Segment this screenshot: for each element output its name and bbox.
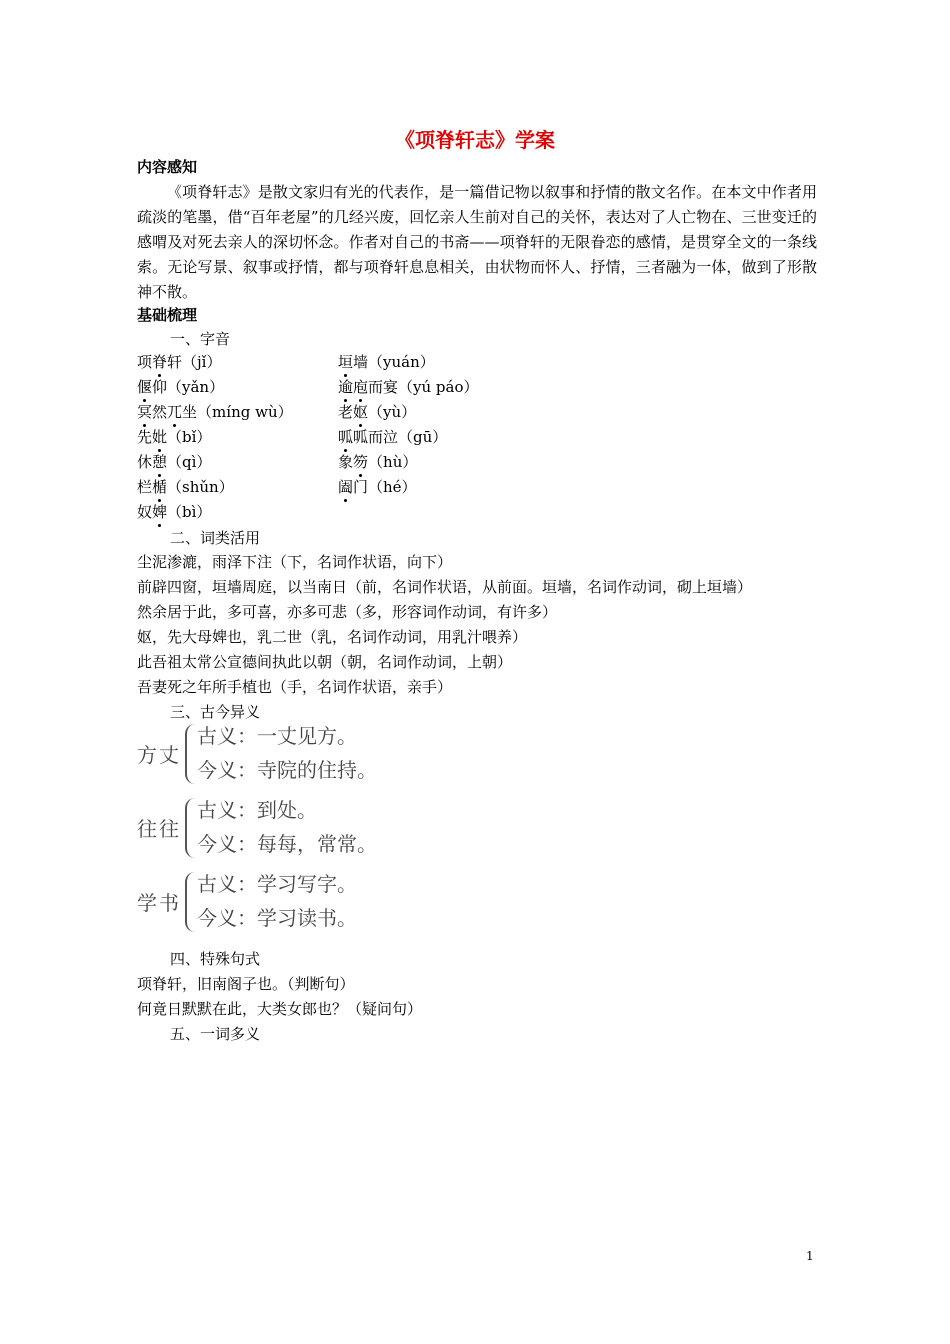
ziyin-heading: 一、字音 xyxy=(170,330,231,348)
cilei-item-4: 此吾祖太常公宣德间执此以朝（朝，名词作动词，上朝） xyxy=(137,653,513,671)
gujin-word: 学书 xyxy=(137,891,181,915)
gujin-word: 往往 xyxy=(137,817,181,841)
gujin-item-0 xyxy=(137,720,397,790)
cilei-item-0: 尘泥渗漉，雨泽下注（下，名词作状语，向下） xyxy=(137,553,453,571)
gujin-gu: 古义：学习写字。 xyxy=(197,872,357,896)
ziyin-left-3: 先妣（bǐ） xyxy=(137,428,212,446)
emphasis-char: 庖 xyxy=(353,378,369,396)
ziyin-right-5: 阖门（hé） xyxy=(338,478,417,496)
gujin-jin: 今义：每每，常常。 xyxy=(197,832,377,856)
gujin-gu: 古义：一丈见方。 xyxy=(197,724,357,748)
ziyin-right-1: 逾庖而宴（yú páo） xyxy=(338,378,479,396)
emphasis-char: 兀 xyxy=(167,403,183,421)
ziyin-right-2: 老妪（yù） xyxy=(338,403,417,421)
teshu-heading: 四、特殊句式 xyxy=(170,950,261,968)
ziyin-right-3: 呱呱而泣（gū） xyxy=(338,428,448,446)
ziyin-left-0: 项脊轩（jǐ） xyxy=(137,353,222,371)
cilei-item-2: 然余居于此，多可喜，亦多可悲（多，形容词作动词，有许多） xyxy=(137,603,558,621)
ziyin-left-4: 休憩（qì） xyxy=(137,453,212,471)
page-title: 《项脊轩志》学案 xyxy=(395,128,555,152)
cilei-item-5: 吾妻死之年所手植也（手，名词作状语，亲手） xyxy=(137,678,453,696)
yici-heading: 五、一词多义 xyxy=(170,1025,261,1043)
content-paragraph: 《项脊轩志》是散文家归有光的代表作，是一篇借记物以叙事和抒情的散文名作。在本文中作者用疏淡的笔墨，借“百年老屋”的几经兴废，回忆亲人生前对自己的关怀，表达对了人亡物在、三世变迁的感喟及对死去亲人的深切怀念。作者对自己的书斋——项脊轩的无限眷恋的感情，是贯穿全文的一条线索。无论写景、叙事或抒情，都与项脊轩息息相关，由状物而怀人、抒情，三者融为一体，做到了形散神不散。 xyxy=(137,183,817,301)
ziyin-right-4: 象笏（hù） xyxy=(338,453,418,471)
gujin-word: 方丈 xyxy=(137,743,181,767)
ziyin-left-1: 偃仰（yǎn） xyxy=(137,378,225,396)
cilei-item-3: 妪，先大母婢也，乳二世（乳，名词作动词，用乳汁喂养） xyxy=(137,628,528,646)
gujin-jin: 今义：学习读书。 xyxy=(197,906,357,930)
ziyin-left-5: 栏楯（shǔn） xyxy=(137,478,234,496)
brace-icon xyxy=(185,798,195,858)
brace-icon xyxy=(185,872,195,932)
ziyin-left-2: 冥然兀坐（míng wù） xyxy=(137,403,293,421)
cilei-heading: 二、词类活用 xyxy=(170,529,261,547)
gujin-jin: 今义：寺院的住持。 xyxy=(197,758,377,782)
gujin-item-2 xyxy=(137,868,397,938)
cilei-item-1: 前辟四窗，垣墙周庭，以当南日（前，名词作状语，从前面。垣墙，名词作动词，砌上垣墙） xyxy=(137,578,753,596)
gujin-gu: 古义：到处。 xyxy=(197,798,317,822)
gujin-heading: 三、古今异义 xyxy=(170,703,261,721)
ziyin-right-0: 垣墙（yuán） xyxy=(338,353,435,371)
ziyin-left-6: 奴婢（bì） xyxy=(137,503,212,521)
page-number: 1 xyxy=(806,1249,814,1263)
brace-icon xyxy=(185,724,195,784)
gujin-item-1 xyxy=(137,794,397,864)
basics-heading: 基础梳理 xyxy=(137,306,198,324)
teshu-item-1: 何竟日默默在此，大类女郎也？（疑问句） xyxy=(137,1000,423,1018)
teshu-item-0: 项脊轩，旧南阁子也。（判断句） xyxy=(137,975,355,993)
content-heading: 内容感知 xyxy=(137,158,198,176)
